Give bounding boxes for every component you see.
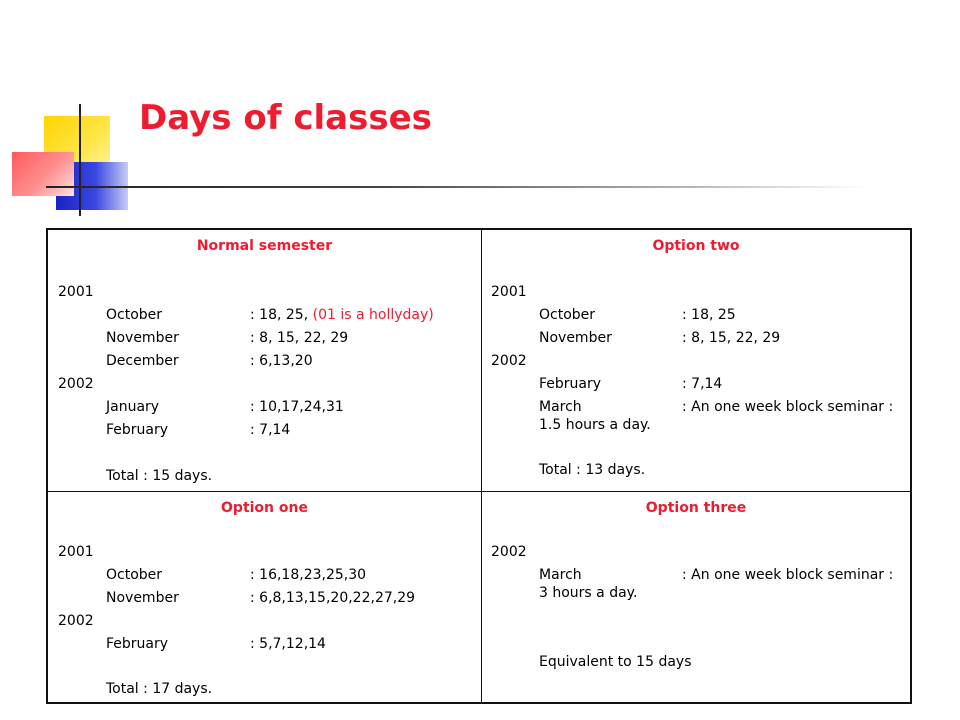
year-label: 2001 xyxy=(58,544,94,560)
year-label: 2002 xyxy=(491,544,527,560)
month-dates: : An one week block seminar : xyxy=(682,399,894,415)
year-label: 2002 xyxy=(491,353,527,369)
month-label: February xyxy=(539,376,602,392)
month-label: November xyxy=(106,330,179,346)
equivalent-label: Equivalent to 15 days xyxy=(539,654,692,670)
vertical-rule xyxy=(79,104,81,216)
heading-option-two: Option two xyxy=(652,238,740,254)
year-label: 2002 xyxy=(58,376,94,392)
total-label: Total : 13 days. xyxy=(539,462,646,478)
month-dates-continued: 1.5 hours a day. xyxy=(539,417,651,433)
month-dates: : 6,8,13,15,20,22,27,29 xyxy=(250,590,416,606)
cell-option-three xyxy=(482,492,910,702)
heading-option-three: Option three xyxy=(645,500,747,516)
month-label: October xyxy=(539,307,596,323)
month-dates: : An one week block seminar : xyxy=(682,567,894,583)
month-dates xyxy=(250,307,434,323)
month-label: October xyxy=(106,567,163,583)
heading-normal-semester: Normal semester xyxy=(196,238,333,254)
year-label: 2001 xyxy=(58,284,94,300)
month-dates: : 7,14 xyxy=(682,376,723,392)
month-label: February xyxy=(106,636,169,652)
month-dates: : 7,14 xyxy=(250,422,291,438)
heading-option-one: Option one xyxy=(221,500,308,516)
month-dates: : 10,17,24,31 xyxy=(250,399,344,415)
title-underline xyxy=(46,186,866,188)
month-label: January xyxy=(106,399,160,415)
month-dates: : 8, 15, 22, 29 xyxy=(250,330,349,346)
month-dates: : 8, 15, 22, 29 xyxy=(682,330,781,346)
total-label: Total : 15 days. xyxy=(106,468,213,484)
month-label: November xyxy=(106,590,179,606)
cell-option-two xyxy=(482,230,910,492)
month-label: October xyxy=(106,307,163,323)
month-dates: : 16,18,23,25,30 xyxy=(250,567,367,583)
dates-text: : 18, 25, xyxy=(250,307,313,323)
month-dates: : 5,7,12,14 xyxy=(250,636,326,652)
holiday-note: (01 is a hollyday) xyxy=(312,307,434,323)
month-dates: : 6,13,20 xyxy=(250,353,313,369)
schedule-table xyxy=(46,228,912,704)
cell-option-one xyxy=(48,492,482,702)
red-square-decoration xyxy=(12,152,74,196)
month-label: March xyxy=(539,567,582,583)
slide-title: Days of classes xyxy=(139,98,432,138)
cell-normal-semester xyxy=(48,230,482,492)
year-label: 2001 xyxy=(491,284,527,300)
year-label: 2002 xyxy=(58,613,94,629)
month-dates-continued: 3 hours a day. xyxy=(539,585,638,601)
month-label: December xyxy=(106,353,179,369)
month-label: November xyxy=(539,330,612,346)
month-dates: : 18, 25 xyxy=(682,307,736,323)
total-label: Total : 17 days. xyxy=(106,681,213,697)
month-label: March xyxy=(539,399,582,415)
month-label: February xyxy=(106,422,169,438)
